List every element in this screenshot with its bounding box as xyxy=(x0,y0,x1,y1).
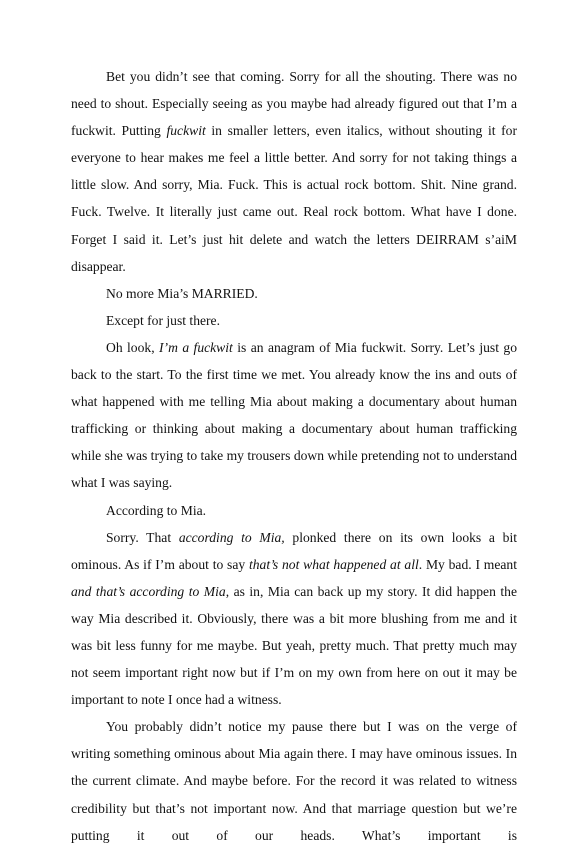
paragraph-6 xyxy=(71,524,517,714)
paragraph-6-italic-and-thats-according: and that’s according to Mia xyxy=(71,583,226,599)
paragraph-4-run-3: is an anagram of Mia fuckwit. Sorry. Let’s just go back to the start. To the first time we met. You already know the ins and outs of what happened with me telling Mia about making a documentary about human trafficking or thinking about making a documentary about human trafficking while she was trying to take my trousers down while pretending not to understand what I was saying. xyxy=(71,339,517,491)
paragraph-7 xyxy=(71,713,517,848)
paragraph-6-italic-not-what-happened: that’s not what happened at all xyxy=(248,556,419,572)
paragraph-3-run-1: Except for just there. xyxy=(106,312,220,328)
paragraph-4 xyxy=(71,334,517,497)
paragraph-6-run-1: Sorry. That xyxy=(106,529,179,545)
paragraph-5 xyxy=(71,497,517,524)
paragraph-6-run-5: . My bad. I meant xyxy=(418,556,517,572)
paragraph-4-italic-im-a-fuckwit: I’m a fuckwit xyxy=(159,339,233,355)
paragraph-1-italic-fuckwit: fuckwit xyxy=(166,123,206,139)
paragraph-6-italic-according-to-mia: according to Mia, xyxy=(178,529,285,545)
document-body xyxy=(71,63,517,849)
paragraph-1 xyxy=(71,63,517,280)
paragraph-6-run-3: plonked there on its own looks a bit ominous. As if I’m about to say xyxy=(71,529,518,572)
paragraph-4-run-1: Oh look, xyxy=(106,339,160,355)
paragraph-3 xyxy=(71,307,517,334)
paragraph-6-run-7: , as in, Mia can back up my story. It did happen the way Mia described it. Obviously, there was a bit more blushing from me and it was bit less funny for me maybe. But yeah, pretty much. That pretty much may not seem important right now but if I’m on my own from here on out it may be important to note I once had a witness. xyxy=(71,583,517,708)
paragraph-1-run-3: in smaller letters, even italics, without shouting it for everyone to hear makes me feel a little better. And sorry for not taking things a little slow. And sorry, Mia. Fuck. This is actual rock bottom. Shit. Nine grand. Fuck. Twelve. It literally just came out. Real rock bottom. What have I done. Forget I said it. Let’s just hit delete and watch the letters DEIRRAM s’aiM disappear. xyxy=(71,123,517,274)
paragraph-5-run-1: According to Mia. xyxy=(106,502,207,518)
paragraph-7-run-1: You probably didn’t notice my pause there but I was on the verge of writing something ominous about Mia again there. I may have ominous issues. In the current climate. And maybe before. For the record it was related to witness credibility but that’s not important now. And that marriage question but we’re putting it out of our heads. What’s important is xyxy=(71,719,517,843)
paragraph-2 xyxy=(71,280,517,307)
paragraph-2-run-1: No more Mia’s MARRIED. xyxy=(106,285,258,301)
paragraph-1-run-1: Bet you didn’t see that coming. Sorry for all the shouting. There was no need to shout. Especially seeing as you maybe had already figured out that I’m a fuckwit. Putting xyxy=(71,69,517,139)
